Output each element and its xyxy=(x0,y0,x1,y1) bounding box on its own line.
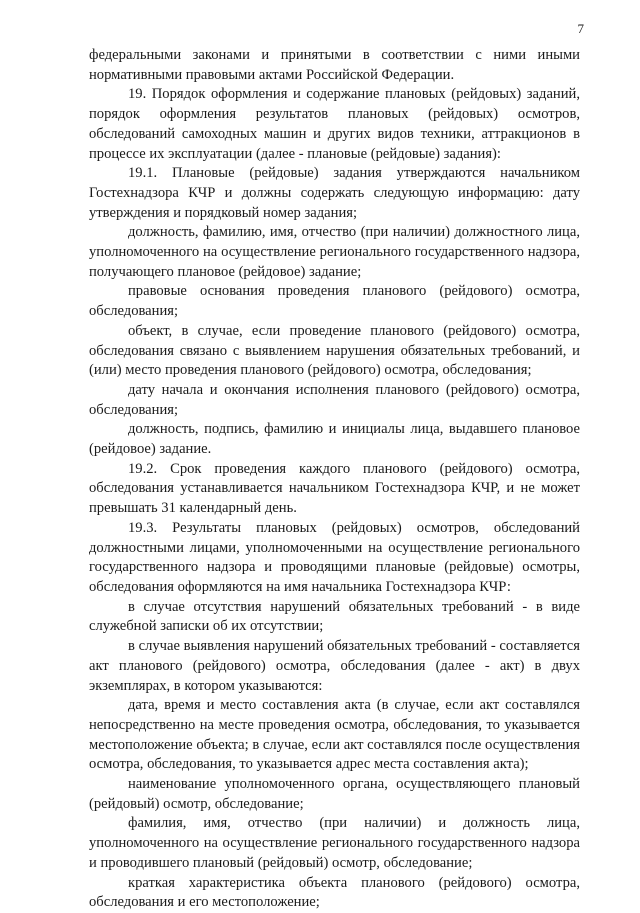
paragraph: краткая характеристика объекта планового (рейдового) осмотра, обследования и его местоположение; xyxy=(89,874,580,911)
paragraph-item-19-3: 19.3. Результаты плановых (рейдовых) осмотров, обследований должностными лицами, уполномоченными на осуществление регионального государственного надзора и проводящими плановые (рейдовые) осмотры, обследования оформляются на имя начальника Гостехнадзора КЧР: xyxy=(89,519,580,595)
paragraph: наименование уполномоченного органа, осуществляющего плановый (рейдовый) осмотр, обследование; xyxy=(89,776,580,812)
paragraph: должность, фамилию, имя, отчество (при наличии) должностного лица, уполномоченного на осуществление регионального государственного надзора, получающего плановое (рейдовое) задание; xyxy=(89,224,580,280)
paragraph-continuation: федеральными законами и принятыми в соответствии с ними иными нормативными правовыми актами Российской Федерации. xyxy=(89,47,580,83)
paragraph-item-19-2: 19.2. Срок проведения каждого планового (рейдового) осмотра, обследования устанавливается начальником Гостехнадзора КЧР, и не может превышать 31 календарный день. xyxy=(89,460,580,517)
paragraph: в случае выявления нарушений обязательных требований - составляется акт планового (рейдового) осмотра, обследования (далее - акт) в двух экземплярах, в котором указываются: xyxy=(89,638,580,694)
paragraph: должность, подпись, фамилию и инициалы лица, выдавшего плановое (рейдовое) задание. xyxy=(89,421,580,458)
paragraph: дата, время и место составления акта (в случае, если акт составлялся непосредственно на месте проведения осмотра, обследования, то указывается местоположение объекта; в случае, если акт составлялся после осуществления осмотра, обследования, то указывается адрес места составления акта); xyxy=(89,697,580,773)
page-number: 7 xyxy=(577,21,584,36)
paragraph: фамилия, имя, отчество (при наличии) и должность лица, уполномоченного на осуществление регионального государственного надзора и проводившего плановый (рейдовый) осмотр, обследование; xyxy=(89,815,580,871)
paragraph: дату начала и окончания исполнения планового (рейдового) осмотра, обследования; xyxy=(89,381,580,418)
paragraph: в случае отсутствия нарушений обязательных требований - в виде служебной записки об их отсутствии; xyxy=(89,598,580,635)
document-body xyxy=(89,46,580,913)
paragraph-item-19: 19. Порядок оформления и содержание плановых (рейдовых) заданий, порядок оформления результатов плановых (рейдовых) осмотров, обследований самоходных машин и других видов техники, аттракционов в процессе их эксплуатации (далее - плановые (рейдовые) задания): xyxy=(89,86,580,162)
paragraph: правовые основания проведения планового (рейдового) осмотра, обследования; xyxy=(89,283,580,320)
paragraph-item-19-1: 19.1. Плановые (рейдовые) задания утверждаются начальником Гостехнадзора КЧР и должны содержать следующую информацию: дату утверждения и порядковый номер задания; xyxy=(89,165,580,221)
paragraph: объект, в случае, если проведение планового (рейдового) осмотра, обследования связано с выявлением нарушения обязательных требований, и (или) место проведения планового (рейдового) осмотра, обследования; xyxy=(89,322,580,379)
